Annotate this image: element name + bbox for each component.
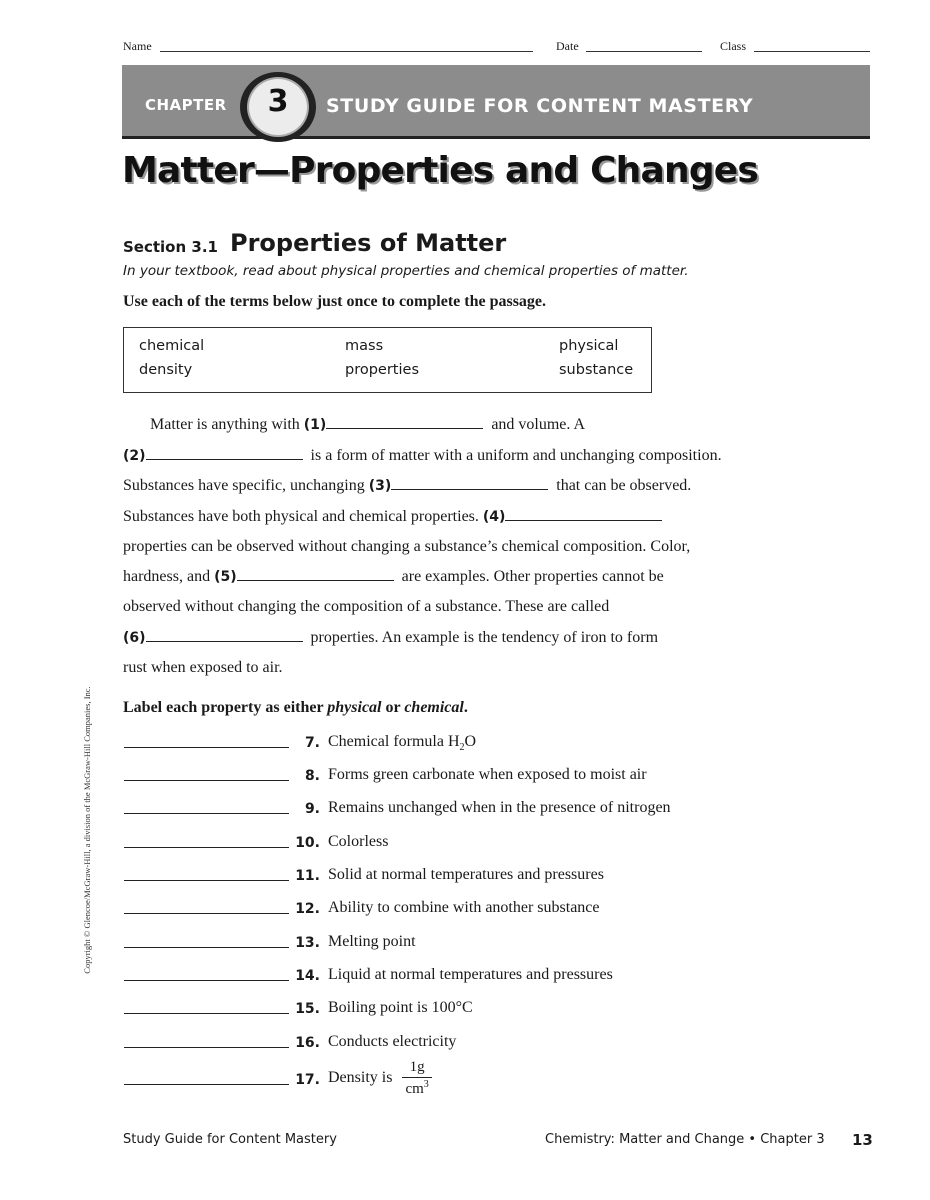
term-density: density — [139, 362, 193, 378]
question-text — [328, 1060, 432, 1097]
label-instruction — [123, 699, 468, 717]
label-instruction-or: or — [385, 699, 401, 716]
term-chemical: chemical — [139, 338, 205, 354]
passage-text: Substances have specific, unchanging — [123, 477, 365, 494]
class-line[interactable] — [754, 51, 870, 52]
question-7-text: Chemical formula H — [328, 733, 460, 750]
chapter-word: CHAPTER — [145, 96, 227, 114]
footer-left: Study Guide for Content Mastery — [123, 1132, 337, 1147]
date-line[interactable] — [586, 51, 702, 52]
question-number: 10. — [295, 835, 320, 851]
page-number: 13 — [852, 1131, 873, 1149]
question-number: 9. — [304, 801, 320, 817]
passage-line-6 — [123, 568, 664, 586]
term-substance: substance — [559, 362, 634, 378]
section-number: Section 3.1 — [123, 238, 218, 256]
answer-blank-7[interactable] — [124, 747, 289, 748]
blank-number: (3) — [368, 478, 392, 494]
question-text: Solid at normal temperatures and pressures — [328, 866, 604, 883]
page-title: Matter—Properties and Changes — [122, 150, 759, 191]
label-instruction-physical: physical — [327, 699, 382, 716]
passage-text: that can be observed. — [556, 477, 692, 494]
blank-number: (6) — [123, 630, 146, 646]
passage-line-7: observed without changing the composition of a substance. These are called — [123, 598, 610, 615]
passage-text: and volume. A — [491, 416, 586, 433]
passage-text: is a form of matter with a uniform and unchanging composition. — [310, 447, 722, 464]
label-instruction-end: . — [463, 699, 468, 716]
passage-text: Matter is anything with — [150, 416, 300, 433]
question-number: 12. — [295, 901, 320, 917]
term-properties: properties — [345, 362, 419, 378]
blank-3[interactable] — [391, 489, 548, 490]
passage-text: properties. An example is the tendency of iron to form — [310, 629, 659, 646]
class-label: Class — [720, 39, 747, 53]
answer-blank-10[interactable] — [124, 847, 289, 848]
question-number: 15. — [295, 1001, 320, 1017]
label-instruction-chemical: chemical — [404, 699, 464, 716]
superscript: 3 — [423, 1079, 429, 1090]
question-text: Ability to combine with another substance — [328, 899, 600, 916]
passage-instruction: Use each of the terms below just once to complete the passage. — [123, 293, 547, 310]
question-17-text: Density is — [328, 1069, 393, 1087]
blank-number: (4) — [482, 509, 506, 525]
term-physical: physical — [559, 338, 619, 354]
question-text: Liquid at normal temperatures and pressures — [328, 966, 613, 983]
passage-line-4 — [123, 508, 670, 526]
question-number: 14. — [295, 968, 320, 984]
answer-blank-14[interactable] — [124, 980, 289, 981]
passage-text: are examples. Other properties cannot be — [401, 568, 664, 585]
name-label: Name — [123, 39, 152, 53]
banner-rule — [122, 126, 870, 139]
passage-line-2 — [123, 447, 722, 465]
name-line[interactable] — [160, 51, 533, 52]
question-number: 16. — [295, 1035, 320, 1051]
copyright-notice: Copyright © Glencoe/McGraw-Hill, a division of the McGraw-Hill Companies, Inc. — [82, 686, 92, 974]
question-number: 13. — [295, 935, 320, 951]
answer-blank-8[interactable] — [124, 780, 289, 781]
passage-line-1 — [150, 416, 585, 434]
question-text: Remains unchanged when in the presence of nitrogen — [328, 799, 671, 816]
section-title: Properties of Matter — [230, 229, 507, 257]
banner-title: STUDY GUIDE FOR CONTENT MASTERY — [326, 95, 754, 117]
answer-blank-13[interactable] — [124, 947, 289, 948]
passage-line-3 — [123, 477, 691, 495]
term-mass: mass — [345, 338, 384, 354]
passage-text: hardness, and — [123, 568, 211, 585]
answer-blank-12[interactable] — [124, 913, 289, 914]
blank-1[interactable] — [326, 428, 483, 429]
fraction-denominator-text: cm — [405, 1081, 424, 1097]
passage-line-8 — [123, 629, 658, 647]
question-number: 11. — [295, 868, 320, 884]
question-text: Colorless — [328, 833, 389, 850]
blank-5[interactable] — [237, 580, 394, 581]
answer-blank-9[interactable] — [124, 813, 289, 814]
fraction-numerator: 1g — [402, 1060, 431, 1078]
question-text: Melting point — [328, 933, 416, 950]
question-number: 7. — [304, 735, 320, 751]
passage-line-5: properties can be observed without changing a substance’s chemical composition. Color, — [123, 538, 691, 555]
answer-blank-11[interactable] — [124, 880, 289, 881]
answer-blank-15[interactable] — [124, 1013, 289, 1014]
footer-right: Chemistry: Matter and Change • Chapter 3 — [545, 1132, 825, 1147]
chapter-number: 3 — [267, 84, 289, 119]
question-7-text-end: O — [464, 733, 477, 750]
blank-4[interactable] — [505, 520, 662, 521]
section-intro: In your textbook, read about physical properties and chemical properties of matter. — [123, 263, 689, 279]
passage-line-9: rust when exposed to air. — [123, 659, 283, 676]
question-text: Forms green carbonate when exposed to moist air — [328, 766, 647, 783]
subscript: 2 — [459, 742, 465, 754]
passage-text: Substances have both physical and chemical properties. — [123, 508, 479, 525]
blank-number: (5) — [214, 569, 237, 585]
answer-blank-16[interactable] — [124, 1047, 289, 1048]
blank-6[interactable] — [146, 641, 303, 642]
word-bank — [123, 327, 652, 393]
label-instruction-text: Label each property as either — [123, 699, 324, 716]
question-text — [328, 733, 476, 753]
question-text: Boiling point is 100°C — [328, 999, 473, 1016]
question-number: 17. — [295, 1072, 320, 1088]
question-number: 8. — [304, 768, 320, 784]
fraction-denominator — [402, 1078, 431, 1097]
blank-number: (2) — [123, 448, 146, 464]
blank-2[interactable] — [146, 459, 303, 460]
answer-blank-17[interactable] — [124, 1084, 289, 1085]
density-fraction — [402, 1060, 431, 1097]
question-text: Conducts electricity — [328, 1033, 457, 1050]
blank-number: (1) — [303, 417, 327, 433]
date-label: Date — [556, 39, 579, 53]
